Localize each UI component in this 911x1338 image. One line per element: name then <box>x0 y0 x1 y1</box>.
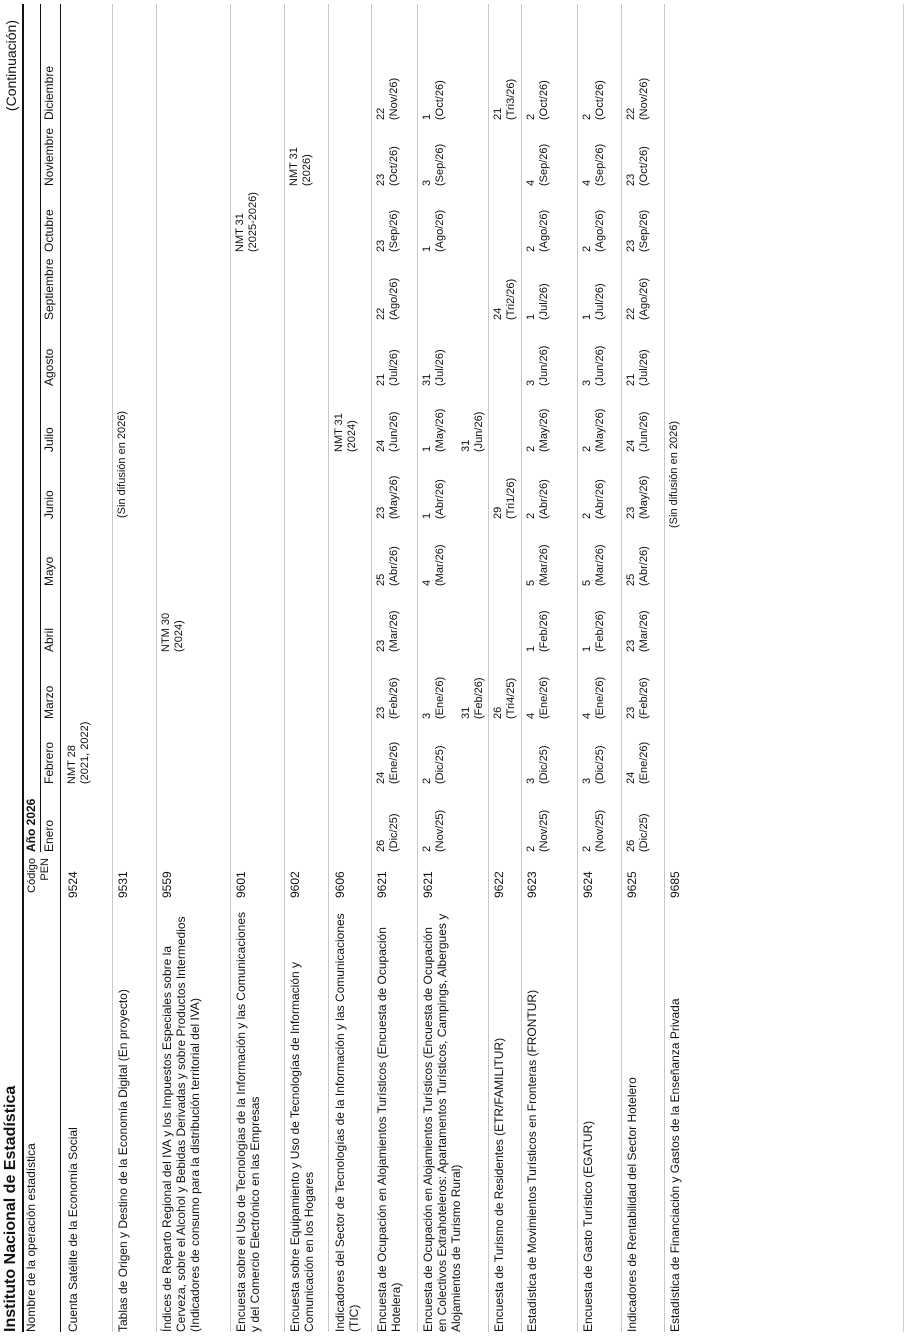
release-cell <box>525 745 551 784</box>
release-cell-line: (May/26) <box>388 475 400 519</box>
top-rule <box>22 4 24 1332</box>
release-cell-line: 4 <box>581 179 593 186</box>
release-cell-line: (Jul/26) <box>594 283 606 320</box>
release-cell-line: 1 <box>421 113 433 120</box>
release-cell-line: (2021, 2022) <box>79 721 91 784</box>
release-cell <box>625 610 651 652</box>
release-cell <box>492 678 518 719</box>
release-cell-line: 2 <box>421 777 433 784</box>
release-cell-line: (Ago/26) <box>388 277 400 320</box>
release-cell <box>581 346 607 386</box>
month-header: Agosto <box>42 348 56 386</box>
release-cell-line: (Jul/26) <box>638 349 650 386</box>
operation-code: 9601 <box>234 871 248 898</box>
row-separator <box>417 4 418 1332</box>
release-cell <box>525 409 551 452</box>
operation-name: Encuesta de Ocupación en Alojamientos Turísticos (Encuesta de Ocupación Hotelera) <box>375 927 403 1332</box>
release-cell-line: (Dic/25) <box>594 745 606 784</box>
operation-name: Estadística de Financiación y Gastos de la Enseñanza Privada <box>668 998 682 1332</box>
release-cell-line: (Ene/26) <box>638 741 650 784</box>
release-cell <box>581 409 607 452</box>
column-header-code-line1: Código <box>26 858 38 893</box>
release-cell-line: (Feb/26) <box>638 677 650 719</box>
release-cell <box>581 80 607 120</box>
release-cell-line: (Ago/26) <box>538 209 550 252</box>
release-cell-line: 31 <box>460 706 472 719</box>
release-cell <box>375 476 401 519</box>
release-cell <box>421 810 447 852</box>
month-header: Julio <box>42 427 56 452</box>
release-cell-line: (Feb/26) <box>388 677 400 719</box>
release-cell <box>581 610 607 652</box>
operation-code: 9524 <box>66 871 80 898</box>
release-cell-line: NMT 28 <box>66 745 78 784</box>
release-cell-line: NMT 31 <box>333 413 345 452</box>
column-header-code-line2: PEN <box>39 858 51 881</box>
release-cell-line: (Jun/26) <box>538 345 550 386</box>
release-cell <box>625 412 651 452</box>
month-header: Octubre <box>42 209 56 252</box>
continuation-label: (Continuación) <box>3 20 19 112</box>
release-cell <box>66 722 92 784</box>
release-cell-line: 2 <box>581 445 593 452</box>
release-cell <box>525 677 551 719</box>
release-cell-line: NMT 31 <box>288 147 300 186</box>
operation-code: 9531 <box>116 871 130 898</box>
release-cell-line: NMT 31 <box>234 213 246 252</box>
release-cell-line: 21 <box>375 373 387 386</box>
release-cell-line: (Nov/26) <box>388 77 400 120</box>
release-cell-line: (Feb/26) <box>473 677 485 719</box>
release-cell-line: (Sep/26) <box>388 209 400 252</box>
release-cell-line: 3 <box>525 777 537 784</box>
release-cell-line: (Sep/26) <box>538 143 550 186</box>
release-cell <box>525 810 551 852</box>
month-header: Abril <box>42 627 56 652</box>
release-cell-line: (Jun/26) <box>638 411 650 452</box>
release-cell <box>525 283 551 320</box>
release-cell-line: 31 <box>421 373 433 386</box>
row-separator <box>488 4 489 1332</box>
release-cell-line: 1 <box>581 313 593 320</box>
release-cell-line: (Mar/26) <box>434 544 446 586</box>
release-cell-line: (Nov/25) <box>434 809 446 852</box>
release-cell-line: (Ago/26) <box>594 209 606 252</box>
month-header: Enero <box>42 819 56 852</box>
release-cell <box>160 613 186 652</box>
release-cell-line: 1 <box>525 313 537 320</box>
release-cell-line: 23 <box>625 173 637 186</box>
row-separator <box>577 4 578 1332</box>
release-cell-line: (Jul/26) <box>538 283 550 320</box>
operation-code: 9621 <box>375 871 389 898</box>
release-cell-line: (2026) <box>301 154 313 186</box>
release-cell-line: 1 <box>421 445 433 452</box>
release-cell <box>375 146 401 186</box>
release-cell <box>525 210 551 252</box>
release-cell-line: 4 <box>525 712 537 719</box>
release-cell-line: (Dic/25) <box>388 813 400 852</box>
release-cell <box>581 544 607 586</box>
release-cell <box>421 210 447 252</box>
release-cell-line: 3 <box>421 179 433 186</box>
release-cell-line: (Mar/26) <box>594 544 606 586</box>
release-cell-line: 2 <box>581 512 593 519</box>
operation-code: 9624 <box>581 871 595 898</box>
release-cell-line: 21 <box>625 373 637 386</box>
release-cell <box>375 742 401 784</box>
release-cell-line: (May/26) <box>638 475 650 519</box>
operation-code: 9623 <box>525 871 539 898</box>
release-cell <box>625 677 651 719</box>
release-cell-line: NTM 30 <box>160 612 172 652</box>
release-cell <box>581 144 607 186</box>
release-cell-line: (May/26) <box>538 408 550 452</box>
release-cell-line: (May/26) <box>434 408 446 452</box>
release-cell-line: 3 <box>421 712 433 719</box>
release-cell-line: 24 <box>625 771 637 784</box>
release-cell-line: (2024) <box>173 620 185 652</box>
operation-code: 9621 <box>421 871 435 898</box>
release-cell-line: 23 <box>625 239 637 252</box>
header-rule <box>60 4 61 1332</box>
release-cell-line: 22 <box>375 307 387 320</box>
release-cell-line: 2 <box>525 445 537 452</box>
row-separator <box>328 4 329 1332</box>
row-separator <box>371 4 372 1332</box>
release-cell <box>625 742 651 784</box>
release-cell-line: (Nov/26) <box>638 77 650 120</box>
release-cell-line: 24 <box>625 439 637 452</box>
release-cell-line: (Tri1/26) <box>505 477 517 519</box>
release-cell <box>581 810 607 852</box>
month-header: Diciembre <box>42 65 56 120</box>
release-cell-line: 22 <box>625 107 637 120</box>
release-cell-line: 29 <box>492 506 504 519</box>
release-cell-line: 4 <box>525 179 537 186</box>
operation-code: 9606 <box>333 871 347 898</box>
release-cell <box>625 146 651 186</box>
release-cell <box>525 479 551 519</box>
release-cell-line: 25 <box>625 573 637 586</box>
release-cell <box>421 144 447 186</box>
release-cell-line: 23 <box>375 706 387 719</box>
release-cell <box>375 610 401 652</box>
release-cell-line: (Tri4/25) <box>505 677 517 719</box>
release-cell-line: 4 <box>581 712 593 719</box>
release-cell-line: 26 <box>492 706 504 719</box>
month-header: Mayo <box>42 556 56 586</box>
release-cell-line: 24 <box>375 439 387 452</box>
release-cell-line: 25 <box>375 573 387 586</box>
operation-code: 9625 <box>625 871 639 898</box>
release-cell <box>492 279 518 320</box>
release-cell <box>375 813 401 852</box>
release-cell-line: (Sep/26) <box>594 143 606 186</box>
release-cell-line: (Tri2/26) <box>505 278 517 320</box>
release-cell-line: (Abr/26) <box>388 546 400 586</box>
release-cell-line: 23 <box>625 506 637 519</box>
release-cell-line: (Oct/26) <box>388 146 400 186</box>
release-cell-line: (Sep/26) <box>434 143 446 186</box>
release-cell-line: (Dic/25) <box>538 745 550 784</box>
release-cell-line: 22 <box>625 307 637 320</box>
release-cell-line: (Jun/26) <box>594 345 606 386</box>
release-cell-line: (Abr/26) <box>594 479 606 519</box>
release-cell <box>421 479 447 519</box>
release-cell-line: (2024) <box>346 420 358 452</box>
operation-name: Encuesta de Gasto Turístico (EGATUR) <box>581 1120 595 1332</box>
row-separator <box>521 4 522 1332</box>
year-rule <box>40 4 41 852</box>
release-cell-line: (Abr/26) <box>538 479 550 519</box>
release-cell-line: 22 <box>375 107 387 120</box>
release-cell <box>581 283 607 320</box>
operation-name: Encuesta de Ocupación en Alojamientos Turísticos (Encuesta de Ocupación en Colectivos Extrahoteleros: Apartamentos Turísticos, Campings, Albergues y Alojamientos de Turismo Rural) <box>421 913 463 1332</box>
release-cell <box>625 78 651 120</box>
release-cell-line: 23 <box>375 639 387 652</box>
release-cell-line: 2 <box>581 245 593 252</box>
row-separator <box>156 4 157 1332</box>
release-cell-line: 26 <box>625 839 637 852</box>
release-cell <box>525 610 551 652</box>
release-cell-line: 23 <box>625 639 637 652</box>
release-cell <box>375 278 401 320</box>
bottom-rule <box>903 4 904 1332</box>
release-cell-line: (Feb/26) <box>594 610 606 652</box>
operation-code: 9622 <box>492 871 506 898</box>
release-cell <box>375 210 401 252</box>
row-separator <box>664 4 665 1332</box>
release-cell-line: 23 <box>375 506 387 519</box>
release-cell-line: 2 <box>421 845 433 852</box>
release-cell-line: 23 <box>625 706 637 719</box>
row-separator <box>621 4 622 1332</box>
release-cell-line: (Jul/26) <box>388 349 400 386</box>
release-cell-line: 5 <box>525 579 537 586</box>
release-cell <box>581 677 607 719</box>
release-cell-line: (Oct/26) <box>638 146 650 186</box>
release-cell-line: (Dic/25) <box>434 745 446 784</box>
release-cell-line: (Feb/26) <box>538 610 550 652</box>
release-cell <box>375 349 401 386</box>
release-cell <box>625 349 651 386</box>
release-cell <box>581 745 607 784</box>
release-cell <box>525 144 551 186</box>
release-cell-line: 3 <box>581 777 593 784</box>
no-release-note: (Sin difusión en 2026) <box>668 420 680 528</box>
release-cell-line: (Abr/26) <box>638 546 650 586</box>
release-cell <box>492 478 518 519</box>
release-cell-line: 1 <box>421 512 433 519</box>
row-separator <box>112 4 113 1332</box>
release-cell <box>581 210 607 252</box>
operation-code: 9685 <box>668 871 682 898</box>
operation-name: Encuesta sobre Equipamiento y Uso de Tecnologías de Información y Comunicación en los Hogares <box>288 962 316 1332</box>
release-cell-line: (Ene/26) <box>594 676 606 719</box>
release-cell-line: 23 <box>375 239 387 252</box>
release-cell-line: (Mar/26) <box>538 544 550 586</box>
operation-name: Estadística de Movimientos Turísticos en Fronteras (FRONTUR) <box>525 989 539 1332</box>
operation-code: 9602 <box>288 871 302 898</box>
release-cell-line: (2025-2026) <box>247 192 259 252</box>
release-cell <box>234 192 260 252</box>
operation-name: Indicadores del Sector de Tecnologías de la Información y las Comunicaciones (TIC) <box>333 913 361 1332</box>
release-cell <box>581 479 607 519</box>
release-cell-line: 24 <box>492 307 504 320</box>
release-cell-line: 2 <box>581 113 593 120</box>
release-cell-line: (Ago/26) <box>638 277 650 320</box>
release-cell-line: (Ene/26) <box>434 676 446 719</box>
release-cell-line: 2 <box>525 512 537 519</box>
release-cell <box>421 349 447 386</box>
release-cell <box>288 147 314 186</box>
release-cell <box>333 413 359 452</box>
release-cell <box>421 80 447 120</box>
release-cell-line: 23 <box>375 173 387 186</box>
release-cell-line <box>447 677 460 719</box>
release-cell <box>375 412 401 452</box>
release-cell-line: 5 <box>581 579 593 586</box>
release-cell <box>625 813 651 852</box>
row-separator <box>284 4 285 1332</box>
release-cell-line: (Ene/26) <box>538 676 550 719</box>
month-header: Marzo <box>42 685 56 719</box>
release-cell-line: 1 <box>421 245 433 252</box>
release-cell-line: 24 <box>375 771 387 784</box>
release-cell <box>525 80 551 120</box>
year-header: Año 2026 <box>24 798 38 852</box>
release-cell-line: (Tri3/26) <box>505 78 517 120</box>
release-cell-line: 3 <box>525 379 537 386</box>
operation-code: 9559 <box>160 871 174 898</box>
release-cell-line: (Abr/26) <box>434 479 446 519</box>
release-cell <box>375 546 401 586</box>
month-header: Junio <box>42 490 56 519</box>
release-cell-line: (Nov/25) <box>538 809 550 852</box>
release-cell <box>421 544 447 586</box>
release-cell-line: (Dic/25) <box>638 813 650 852</box>
release-cell-line: 2 <box>525 245 537 252</box>
release-cell-line: (Oct/26) <box>434 80 446 120</box>
release-cell <box>375 78 401 120</box>
release-cell-line: (Mar/26) <box>388 610 400 652</box>
release-cell-line: 26 <box>375 839 387 852</box>
operation-name: Indicadores de Rentabilidad del Sector Hotelero <box>625 1077 639 1332</box>
release-cell <box>421 745 447 784</box>
release-cell-line: (Jun/26) <box>473 411 485 452</box>
row-separator <box>230 4 231 1332</box>
release-cell <box>625 278 651 320</box>
release-cell-line: (Oct/26) <box>538 80 550 120</box>
release-cell-line: 1 <box>581 645 593 652</box>
column-header-code <box>26 858 52 902</box>
release-cell-line: (Jul/26) <box>434 349 446 386</box>
release-cell-line <box>447 409 460 452</box>
operation-name: Encuesta de Turismo de Residentes (ETR/FAMILITUR) <box>492 1037 506 1332</box>
release-cell <box>625 546 651 586</box>
release-cell <box>525 544 551 586</box>
release-cell-line: 31 <box>460 439 472 452</box>
operation-name: Cuenta Satélite de la Economía Social <box>66 1127 80 1332</box>
release-cell <box>375 677 401 719</box>
release-cell-line: 2 <box>525 113 537 120</box>
month-header: Febrero <box>42 741 56 784</box>
release-cell-line: (Mar/26) <box>638 610 650 652</box>
release-cell-line: (May/26) <box>594 408 606 452</box>
release-cell <box>525 346 551 386</box>
release-cell-line: (Ene/26) <box>388 741 400 784</box>
release-cell-line: 4 <box>421 579 433 586</box>
column-header-name: Nombre de la operación estadística <box>24 1143 38 1332</box>
release-cell-line: 2 <box>525 845 537 852</box>
no-release-note: (Sin difusión en 2026) <box>116 410 128 518</box>
release-cell <box>625 476 651 519</box>
release-cell-line: 3 <box>581 379 593 386</box>
release-cell-line: 21 <box>492 107 504 120</box>
release-cell <box>421 409 486 452</box>
operation-name: Índices de Reparto Regional del IVA y los Impuestos Especiales sobre la Cerveza, sobre el Alcohol y Bebidas Derivadas y sobre Productos Intermedios (Indicadores de consumo para la distribución territorial del IVA) <box>160 916 202 1332</box>
institution-title: Instituto Nacional de Estadística <box>2 1085 19 1332</box>
month-header: Septiembre <box>42 258 56 320</box>
release-cell <box>421 677 486 719</box>
release-cell <box>492 79 518 120</box>
release-cell-line: (Ago/26) <box>434 209 446 252</box>
operation-name: Encuesta sobre el Uso de Tecnologías de la Información y las Comunicaciones y del Comercio Electrónico en las Empresas <box>234 911 262 1332</box>
release-cell-line: 1 <box>525 645 537 652</box>
release-cell-line: 2 <box>581 845 593 852</box>
release-cell-line: (Nov/25) <box>594 809 606 852</box>
release-cell <box>625 210 651 252</box>
release-cell-line: (Oct/26) <box>594 80 606 120</box>
release-cell-line: (Jun/26) <box>388 411 400 452</box>
release-cell-line: (Sep/26) <box>638 209 650 252</box>
operation-name: Tablas de Origen y Destino de la Economía Digital (En proyecto) <box>116 989 130 1332</box>
month-header: Noviembre <box>42 127 56 186</box>
